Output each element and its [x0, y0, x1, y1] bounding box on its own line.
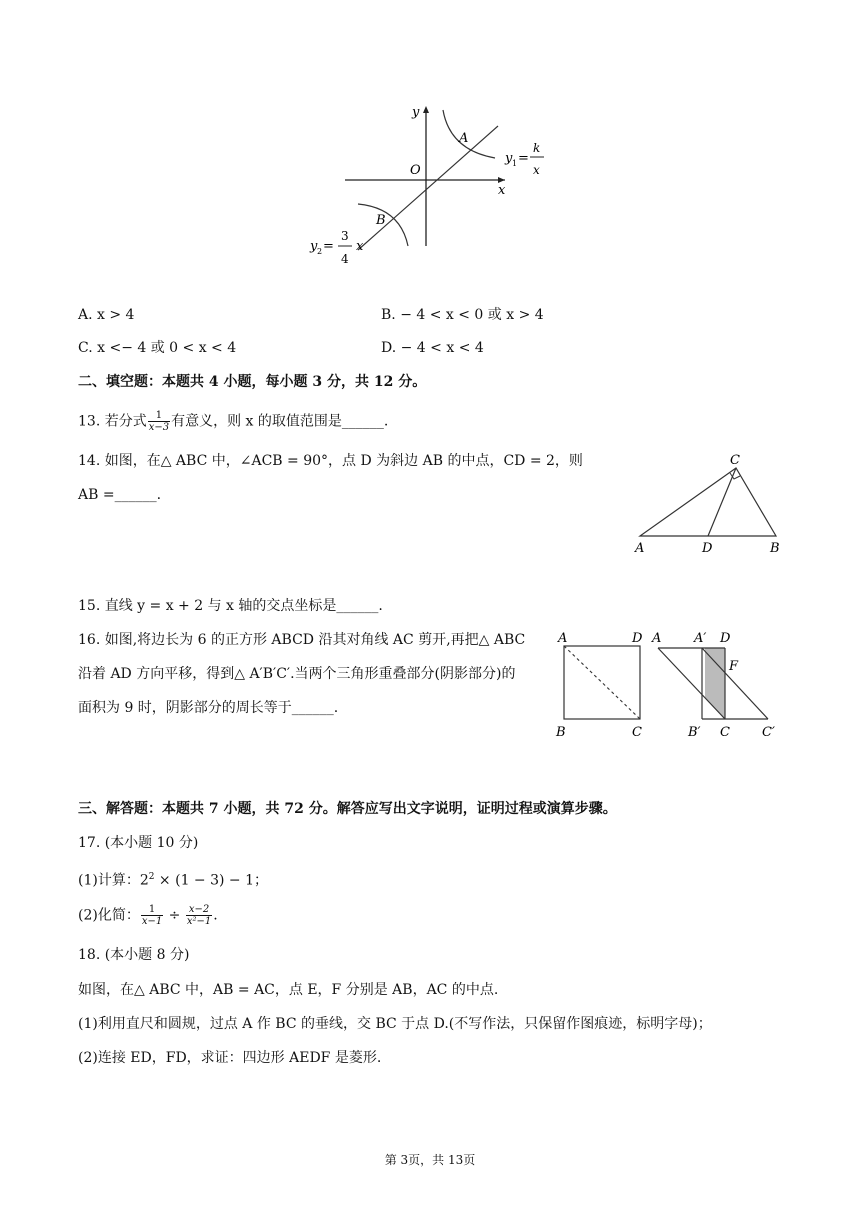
q13-denominator: x−3 — [148, 422, 170, 433]
fig16b-label-b-prime: B′ — [688, 725, 701, 740]
q13-fraction — [148, 410, 170, 433]
y2-variable: x — [356, 239, 364, 254]
q18-heading: 18. (本小题 8 分) — [78, 947, 190, 963]
q13-suffix: 有意义，则 x 的取值范围是______. — [171, 413, 389, 430]
point-a-label: A — [459, 131, 469, 146]
fig16-label-d: D — [632, 631, 643, 646]
translated-triangle-figure — [650, 628, 790, 740]
origin-label: O — [410, 163, 421, 178]
option-b: B. − 4 < x < 0 或 x > 4 — [381, 307, 544, 323]
fig14-label-a: A — [635, 541, 645, 556]
fig16b-label-c-prime: C′ — [762, 725, 775, 740]
svg-text:=: = — [323, 239, 334, 254]
q13-numerator: 1 — [148, 410, 170, 422]
right-triangle-figure — [628, 450, 788, 560]
hyperbola-line-graph — [300, 98, 570, 276]
q18-line-2: (1)利用直尺和圆规，过点 A 作 BC 的垂线，交 BC 于点 D.(不写作法，只保留作图痕迹，标明字母)； — [78, 1016, 712, 1032]
fig16b-label-c: C — [720, 725, 730, 740]
q14-line-1: 14. 如图，在△ ABC 中，∠ACB = 90°，点 D 为斜边 AB 的中点，CD = 2，则 — [78, 453, 583, 469]
fig16-label-b: B — [556, 725, 566, 740]
q18-line-3: (2)连接 ED，FD，求证：四边形 AEDF 是菱形. — [78, 1050, 382, 1066]
fig16b-label-f: F — [729, 659, 739, 674]
q17-p1-prefix: (1)计算：2 — [78, 872, 149, 889]
fig14-label-c: C — [730, 453, 740, 468]
fig16b-label-d: D — [720, 631, 731, 646]
q17-part-1 — [78, 867, 268, 891]
option-d: D. − 4 < x < 4 — [381, 340, 484, 356]
q17-part-2: (2)化简： $\frac{1}{x-1}$ ÷ $\frac{x-2}{\text{x²−1}}$ . — [78, 904, 218, 927]
fig16-label-a: A — [558, 631, 568, 646]
q17-fraction-1: $\frac{1}{x-1}$ — [141, 904, 163, 927]
q13-prefix: 13. 若分式 — [78, 413, 147, 430]
y2-label: y — [310, 239, 318, 254]
q17-p2-prefix: (2)化简： — [78, 907, 140, 924]
y1-denominator: x — [533, 163, 540, 177]
q17-p1-exponent: 2 — [148, 872, 155, 882]
q16-line-1: 16. 如图,将边长为 6 的正方形 ABCD 沿其对角线 AC 剪开,再把△ ABC — [78, 632, 526, 648]
square-figure — [552, 628, 652, 740]
y1-label: y — [505, 151, 513, 166]
section-3-title: 三、解答题：本题共 7 小题，共 72 分。解答应写出文字说明，证明过程或演算步骤。 — [78, 801, 617, 817]
fig16-label-c: C — [632, 725, 642, 740]
section-2-title: 二、填空题：本题共 4 小题，每小题 3 分，共 12 分。 — [78, 374, 427, 390]
fig16b-label-a-prime: A′ — [694, 631, 707, 646]
option-c: C. x <− 4 或 0 < x < 4 — [78, 340, 237, 356]
q18-line-1: 如图，在△ ABC 中，AB = AC，点 E，F 分别是 AB，AC 的中点. — [78, 982, 499, 998]
y2-numerator: 3 — [341, 229, 349, 243]
q16-line-3: 面积为 9 时，阴影部分的周长等于______. — [78, 700, 339, 716]
y1-subscript: 1 — [512, 159, 518, 168]
option-a: A. x > 4 — [78, 307, 135, 323]
q16-line-2: 沿着 AD 方向平移，得到△ A′B′C′.当两个三角形重叠部分(阴影部分)的 — [78, 666, 516, 682]
q14-line-2: AB =______. — [78, 487, 162, 503]
point-b-label: B — [376, 213, 386, 228]
y-axis-label: y — [412, 105, 420, 120]
y1-numerator: k — [533, 141, 541, 155]
page-footer: 第 3页，共 13页 — [384, 1153, 476, 1167]
x-axis-label: x — [498, 183, 506, 198]
question-15: 15. 直线 y = x + 2 与 x 轴的交点坐标是______. — [78, 598, 383, 614]
q17-divide-operator: ÷ — [164, 907, 185, 924]
y2-denominator: 4 — [341, 252, 349, 266]
fig14-label-b: B — [770, 541, 780, 556]
question-13 — [78, 410, 388, 433]
y2-subscript: 2 — [317, 247, 323, 256]
q17-heading: 17. (本小题 10 分) — [78, 835, 199, 851]
fig16b-label-a: A — [652, 631, 662, 646]
fig14-label-d: D — [702, 541, 713, 556]
q17-p1-suffix: × (1 − 3) − 1； — [154, 872, 269, 889]
svg-text:=: = — [518, 151, 529, 166]
q17-fraction-2: $\frac{x-2}{\text{x²−1}}$ — [186, 904, 212, 927]
